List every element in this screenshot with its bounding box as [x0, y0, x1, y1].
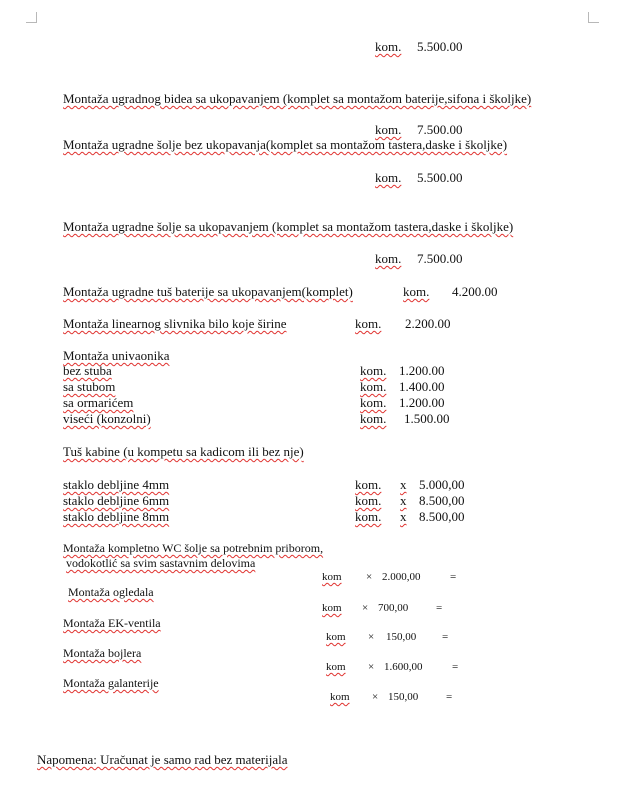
unit-label: kom. [355, 509, 382, 524]
unit-label: kom. [360, 379, 387, 394]
unit-label: kom [322, 602, 342, 614]
equals-sign: = [446, 691, 453, 703]
item-title-drain: Montaža linearnog slivnika bilo koje širine [63, 316, 287, 331]
unit-label: kom [326, 631, 346, 643]
list-item-label: Montaža galanterije [63, 676, 159, 690]
price-value: 150,00 [386, 631, 417, 643]
margin-corner-mark [588, 12, 599, 23]
unit-label: kom. [360, 395, 387, 410]
equals-sign: = [452, 661, 459, 673]
unit-label: kom. [375, 39, 402, 54]
section-title-shower-cabins: Tuš kabine (u kompetu sa kadicom ili bez nje) [63, 444, 304, 459]
multiply-sign: × [362, 602, 369, 614]
multiply-sign: × [372, 691, 379, 703]
list-item-label: Montaža EK-ventila [63, 616, 161, 630]
unit-label: kom. [355, 316, 382, 331]
price-value: 2.200.00 [405, 316, 451, 331]
list-item-label: viseći (konzolni) [63, 411, 151, 426]
unit-label: kom [326, 661, 346, 673]
item-title-wc-no-dig: Montaža ugradne šolje bez ukopavanja(komplet sa montažom tastera,daske i školjke) [63, 137, 508, 152]
price-value: 8.500,00 [419, 493, 465, 508]
item-title-bide: Montaža ugradnog bidea sa ukopavanjem (komplet sa montažom baterije,sifona i školjke) [63, 91, 532, 106]
list-item-label: sa ormarićem [63, 395, 134, 410]
equals-sign: = [450, 571, 457, 583]
equals-sign: = [442, 631, 449, 643]
price-value: 5.500.00 [417, 39, 463, 54]
unit-label: kom. [355, 493, 382, 508]
list-item-label: Montaža bojlera [63, 646, 142, 660]
list-item-label: Montaža ogledala [68, 585, 154, 599]
item-title-shower-mixer: Montaža ugradne tuš baterije sa ukopavanjem(komplet) [63, 284, 353, 299]
price-value: 1.600,00 [384, 661, 423, 673]
list-item-label: bez stuba [63, 363, 112, 378]
price-value: 1.200.00 [399, 395, 445, 410]
list-item-label: staklo debljine 8mm [63, 509, 170, 524]
unit-label: kom [330, 691, 350, 703]
unit-label: kom. [360, 411, 387, 426]
unit-label: kom. [360, 363, 387, 378]
section-title-wc-complete: Montaža kompletno WC šolje sa potrebnim priborom, [63, 541, 324, 555]
section-subtitle-wc-complete: vodokotlić sa svim sastavnim delovima [66, 556, 256, 570]
equals-sign: = [436, 602, 443, 614]
price-value: 8.500,00 [419, 509, 465, 524]
price-value: 7.500.00 [417, 251, 463, 266]
price-value: 1.200.00 [399, 363, 445, 378]
margin-corner-mark [26, 12, 37, 23]
section-title-washbasin: Montaža univaonika [63, 348, 170, 363]
unit-label: kom. [375, 251, 402, 266]
list-item-label: staklo debljine 4mm [63, 477, 170, 492]
item-title-wc-dig: Montaža ugradne šolje sa ukopavanjem (komplet sa montažom tastera,daske i školjke) [63, 219, 514, 234]
list-item-label: staklo debljine 6mm [63, 493, 170, 508]
price-value: 1.500.00 [404, 411, 450, 426]
multiply-sign: × [368, 661, 375, 673]
multiply-sign: × [368, 631, 375, 643]
multiply-sign: x [400, 477, 407, 492]
unit-label: kom [322, 571, 342, 583]
price-value: 150,00 [388, 691, 419, 703]
multiply-sign: x [400, 493, 407, 508]
unit-label: kom. [375, 122, 402, 137]
multiply-sign: × [366, 571, 373, 583]
price-value: 7.500.00 [417, 122, 463, 137]
price-value: 5.000,00 [419, 477, 465, 492]
price-value: 5.500.00 [417, 170, 463, 185]
list-item-label: sa stubom [63, 379, 116, 394]
price-value: 1.400.00 [399, 379, 445, 394]
multiply-sign: x [400, 509, 407, 524]
price-value: 4.200.00 [452, 284, 498, 299]
price-value: 700,00 [378, 602, 409, 614]
footnote: Napomena: Uračunat je samo rad bez materijala [37, 752, 288, 767]
unit-label: kom. [375, 170, 402, 185]
unit-label: kom. [403, 284, 430, 299]
unit-label: kom. [355, 477, 382, 492]
price-value: 2.000,00 [382, 571, 421, 583]
